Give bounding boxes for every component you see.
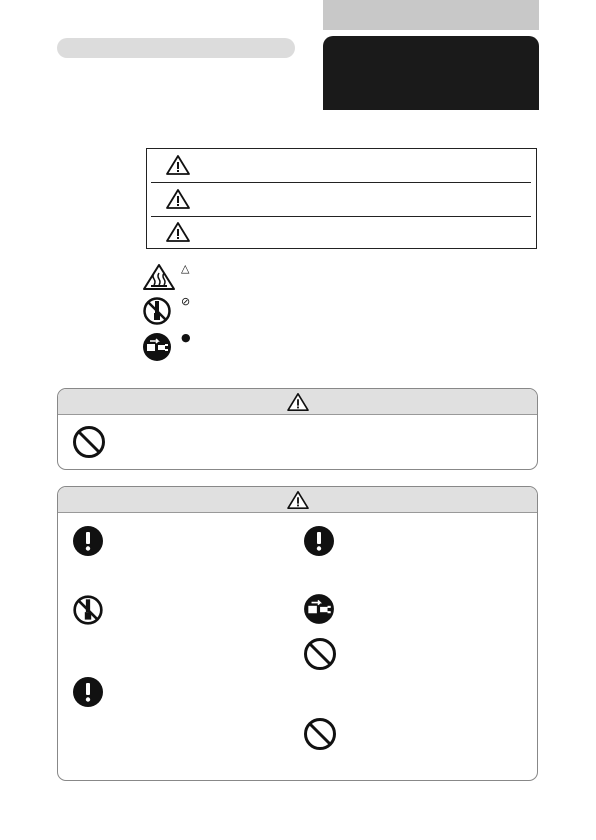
mandatory-exclamation-icon <box>72 676 104 708</box>
mandatory-exclamation-icon <box>303 525 335 557</box>
symbol-char-dot: ● <box>181 331 191 344</box>
warning-triangle-icon <box>165 154 191 176</box>
symbol-char-triangle: △ <box>181 262 190 275</box>
signal-word-legend <box>146 148 537 249</box>
unplug-icon <box>303 593 335 625</box>
mandatory-exclamation-icon <box>72 525 104 557</box>
caution-panel <box>57 486 538 781</box>
prohibition-icon <box>72 425 106 459</box>
warning-panel-header <box>58 389 537 415</box>
warning-triangle-icon <box>286 392 310 412</box>
symbol-row-disassemble <box>142 296 532 326</box>
section-pill <box>57 38 295 58</box>
hot-surface-icon <box>142 263 176 291</box>
symbol-char-prohibit: ⊘ <box>181 295 191 308</box>
legend-row-2 <box>151 183 531 217</box>
chapter-tab-dark <box>323 36 539 110</box>
caution-panel-header <box>58 487 537 513</box>
symbol-row-hot <box>142 263 532 293</box>
warning-triangle-icon <box>165 221 191 243</box>
do-not-disassemble-icon <box>72 594 104 626</box>
prohibition-icon <box>303 717 337 751</box>
symbol-row-unplug <box>142 332 532 362</box>
chapter-tab-light <box>323 0 539 30</box>
warning-triangle-icon <box>286 490 310 510</box>
legend-row-3 <box>151 216 531 249</box>
warning-triangle-icon <box>165 188 191 210</box>
unplug-icon <box>142 332 172 362</box>
prohibition-icon <box>303 637 337 671</box>
do-not-disassemble-icon <box>142 296 172 326</box>
legend-row-1 <box>151 149 531 183</box>
warning-panel <box>57 388 538 470</box>
